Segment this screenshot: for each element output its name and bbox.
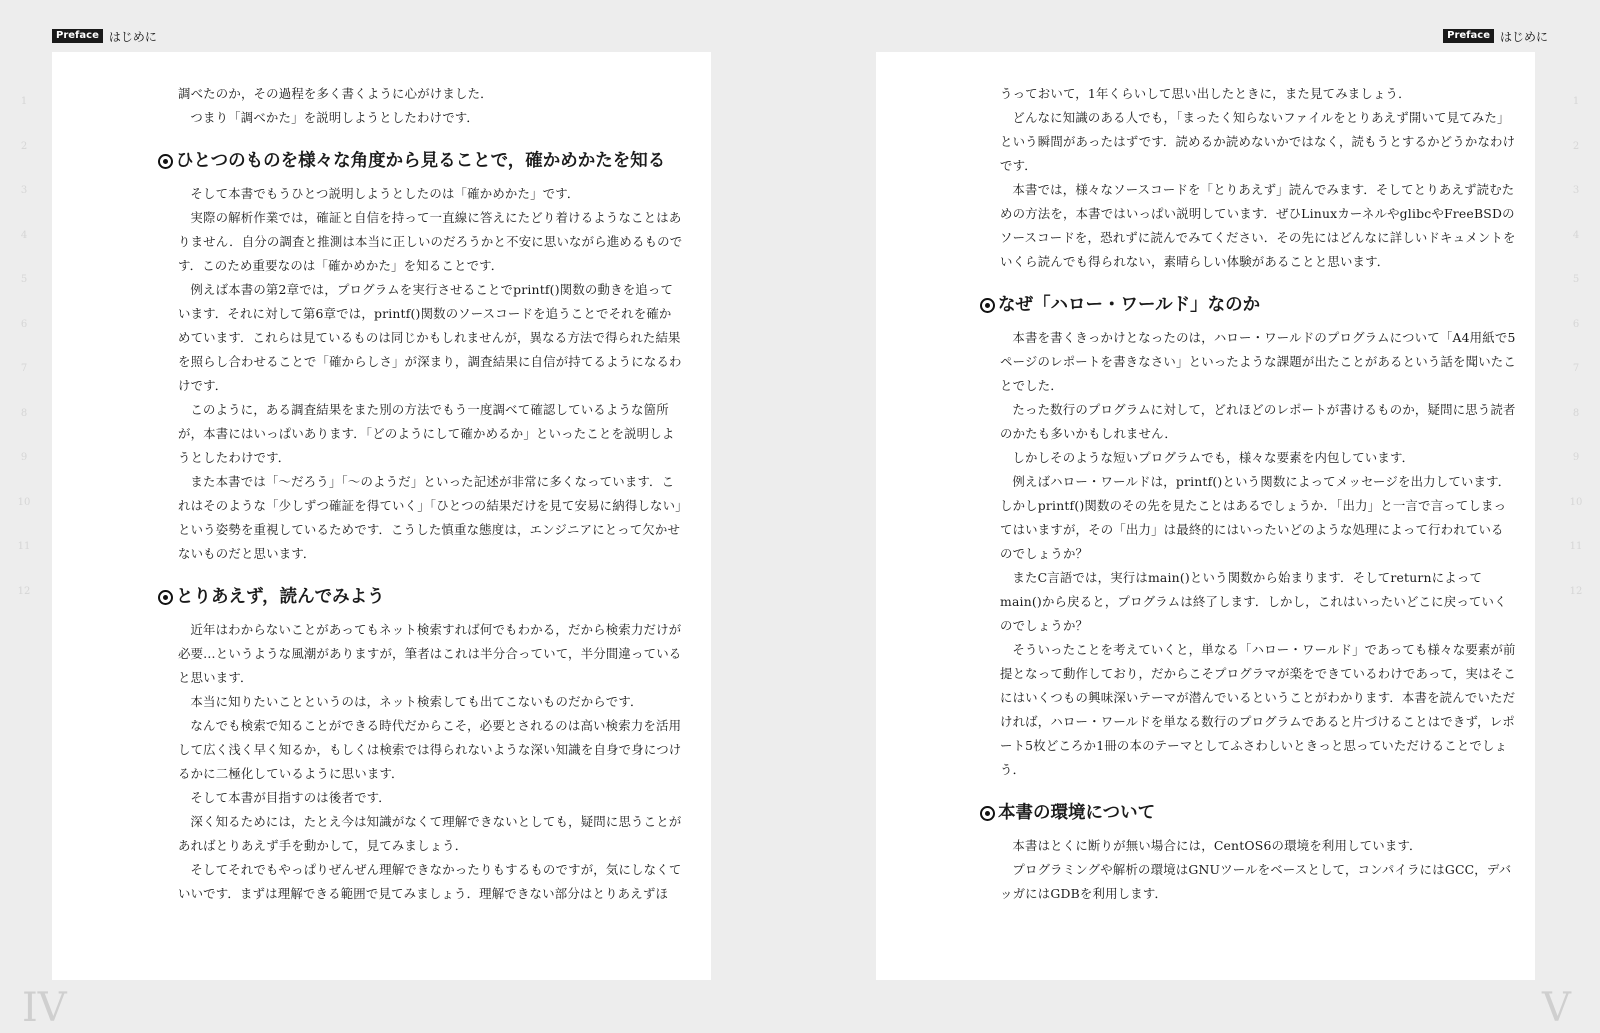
line-number: 9 <box>1572 452 1580 463</box>
line-number: 9 <box>20 452 28 463</box>
line-number: 4 <box>1572 229 1580 241</box>
body-paragraph: そしてそれでもやっぱりぜんぜん理解できなかったりもするものですが，気にしなくていいです．まずは理解できる範囲で見てみましょう．理解できない部分はとりあえずほ <box>178 862 682 901</box>
left-page <box>52 52 711 980</box>
body-paragraph: 本当に知りたいことというのは，ネット検索しても出てこないものだからです． <box>190 694 643 709</box>
line-number: 11 <box>17 541 31 552</box>
line-number: 6 <box>1572 318 1580 330</box>
line-number: 3 <box>1572 185 1580 196</box>
body-paragraph: そういったことを考えていくと，単なる「ハロー・ワールド」であっても様々な要素が前提となって動作しており，だからこそプログラマが楽をできているわけであって，実はそこにはいくつもの興味深いテーマが潜んでいるということがわかります．本書を読んでいただければ，ハロー・ワールドを単なる数行のプログラムであると片づけることはできず，レポート5枚どころか1冊の本のテーマとしてふさわしいときっと思っていただけることでしょう． <box>1000 642 1516 777</box>
body-paragraph: 例えばハロー・ワールドは，printf()という関数によってメッセージを出力しています．しかしprintf()関数のその先を見たことはあるでしょうか．「出力」と一言で言ってしまってはいますが，その「出力」は最終的にはいったいどのような処理によって行われているのでしょうか？ <box>1000 474 1511 561</box>
body-paragraph: 本書はとくに断りが無い場合には，CentOS6の環境を利用しています． <box>1012 838 1422 853</box>
line-number: 5 <box>1572 274 1580 285</box>
section-heading: なぜ「ハロー・ワールド」なのか <box>980 290 1516 320</box>
body-paragraph: つまり「調べかた」を説明しようとしたわけです． <box>190 110 479 125</box>
line-numbers-left <box>16 96 32 630</box>
right-page-text <box>1000 82 1516 906</box>
line-number: 6 <box>20 318 28 330</box>
circle-bullet-icon <box>980 298 995 313</box>
running-head-title: はじめに <box>1499 29 1548 44</box>
circle-bullet-icon <box>158 154 173 169</box>
running-head-title: はじめに <box>108 29 157 44</box>
page-number-right: V <box>1542 985 1571 1031</box>
body-paragraph: そして本書が目指すのは後者です． <box>190 790 391 805</box>
body-paragraph: 例えば本書の第2章では，プログラムを実行させることでprintf()関数の動きを追っています．それに対して第6章では，printf()関数のソースコードを追うことでそれを確かめています．これらは見ているものは同じかもしれませんが，異なる方法で得られた結果を照らし合わせることで「確からしさ」が深まり，調査結果に自信が持てるようになるわけです． <box>178 282 682 393</box>
line-number: 12 <box>17 585 31 597</box>
line-number: 7 <box>20 363 28 374</box>
body-paragraph: またC言語では，実行はmain()という関数から始まります．そしてreturnによってmain()から戻ると，プログラムは終了します．しかし，これはいったいどこに戻っていくのでしょうか？ <box>1000 570 1507 633</box>
line-number: 11 <box>1569 541 1583 552</box>
body-paragraph: どんなに知識のある人でも，「まったく知らないファイルをとりあえず開いて見てみた」という瞬間があったはずです．読めるか読めないかではなく，読もうとするかどうかなわけです． <box>1000 110 1516 173</box>
line-number: 12 <box>1569 585 1583 597</box>
body-paragraph: 調べたのか，その過程を多く書くように心がけました． <box>178 86 493 101</box>
circle-bullet-icon <box>980 806 995 821</box>
preface-tag: Preface <box>1443 29 1494 43</box>
body-paragraph: 深く知るためには，たとえ今は知識がなくて理解できないとしても，疑問に思うことがあればとりあえず手を動かして，見てみましょう． <box>178 814 682 853</box>
body-paragraph: しかしそのような短いプログラムでも，様々な要素を内包しています． <box>1012 450 1415 465</box>
section-heading: 本書の環境について <box>980 798 1516 828</box>
line-number: 4 <box>20 229 28 241</box>
line-number: 1 <box>20 96 28 107</box>
body-paragraph: プログラミングや解析の環境はGNUツールをベースとして，コンパイラにはGCC，デバッガにはGDBを利用します． <box>1000 862 1512 901</box>
page-number-left: IV <box>22 985 67 1031</box>
line-number: 1 <box>1572 96 1580 107</box>
body-paragraph: また本書では「〜だろう」「〜のようだ」といった記述が非常に多くなっています．これはそのような「少しずつ確証を得ていく」「ひとつの結果だけを見て安易に納得しない」という姿勢を重視しているためです．こうした慎重な態度は，エンジニアにとって欠かせないものだと思います． <box>178 474 682 561</box>
preface-tag: Preface <box>52 29 103 43</box>
circle-bullet-icon <box>158 590 173 605</box>
line-number: 8 <box>1572 407 1580 419</box>
running-head-right <box>1443 28 1548 44</box>
body-paragraph: 本書を書くきっかけとなったのは，ハロー・ワールドのプログラムについて「A4用紙で5ページのレポートを書きなさい」といったような課題が出たことがあるという話を聞いたことでした． <box>1000 330 1516 393</box>
body-paragraph: なんでも検索で知ることができる時代だからこそ，必要とされるのは高い検索力を活用して広く浅く早く知るか，もしくは検索では得られないような深い知識を自身で身につけるかに二極化しているように思います． <box>178 718 682 781</box>
line-number: 2 <box>1572 140 1580 152</box>
left-page-text <box>178 82 684 906</box>
body-paragraph: 実際の解析作業では，確証と自信を持って一直線に答えにたどり着けるようなことはありません．自分の調査と推測は本当に正しいのだろうかと不安に思いながら進めるものです．このため重要なのは「確かめかた」を知ることです． <box>178 210 683 273</box>
body-paragraph: そして本書でもうひとつ説明しようとしたのは「確かめかた」です． <box>190 186 580 201</box>
section-heading: とりあえず，読んでみよう <box>158 582 684 612</box>
body-paragraph: 近年はわからないことがあってもネット検索すれば何でもわかる，だから検索力だけが必要…というような風潮がありますが，筆者はこれは半分合っていて，半分間違っていると思います． <box>178 622 682 685</box>
body-paragraph: このように，ある調査結果をまた別の方法でもう一度調べて確認しているような箇所が，本書にはいっぱいあります．「どのようにして確かめるか」といったことを説明しようとしたわけです． <box>178 402 675 465</box>
line-numbers-right <box>1568 96 1584 630</box>
line-number: 3 <box>20 185 28 196</box>
line-number: 7 <box>1572 363 1580 374</box>
line-number: 2 <box>20 140 28 152</box>
body-paragraph: うっておいて，1年くらいして思い出したときに，また見てみましょう． <box>1000 86 1411 101</box>
line-number: 8 <box>20 407 28 419</box>
line-number: 10 <box>17 496 31 508</box>
right-page <box>876 52 1535 980</box>
body-paragraph: 本書では，様々なソースコードを「とりあえず」読んでみます．そしてとりあえず読むための方法を，本書ではいっぱい説明しています．ぜひLinuxカーネルやglibcやFreeBSDのソースコードを，恐れずに読んでみてください．その先にはどんなに詳しいドキュメントをいくら読んでも得られない，素晴らしい体験があることと思います． <box>1000 182 1516 269</box>
section-heading: ひとつのものを様々な角度から見ることで，確かめかたを知る <box>158 146 684 176</box>
body-paragraph: たった数行のプログラムに対して，どれほどのレポートが書けるものか，疑問に思う読者のかたも多いかもしれません． <box>1000 402 1516 441</box>
running-head-left <box>52 28 157 44</box>
line-number: 10 <box>1569 496 1583 508</box>
line-number: 5 <box>20 274 28 285</box>
